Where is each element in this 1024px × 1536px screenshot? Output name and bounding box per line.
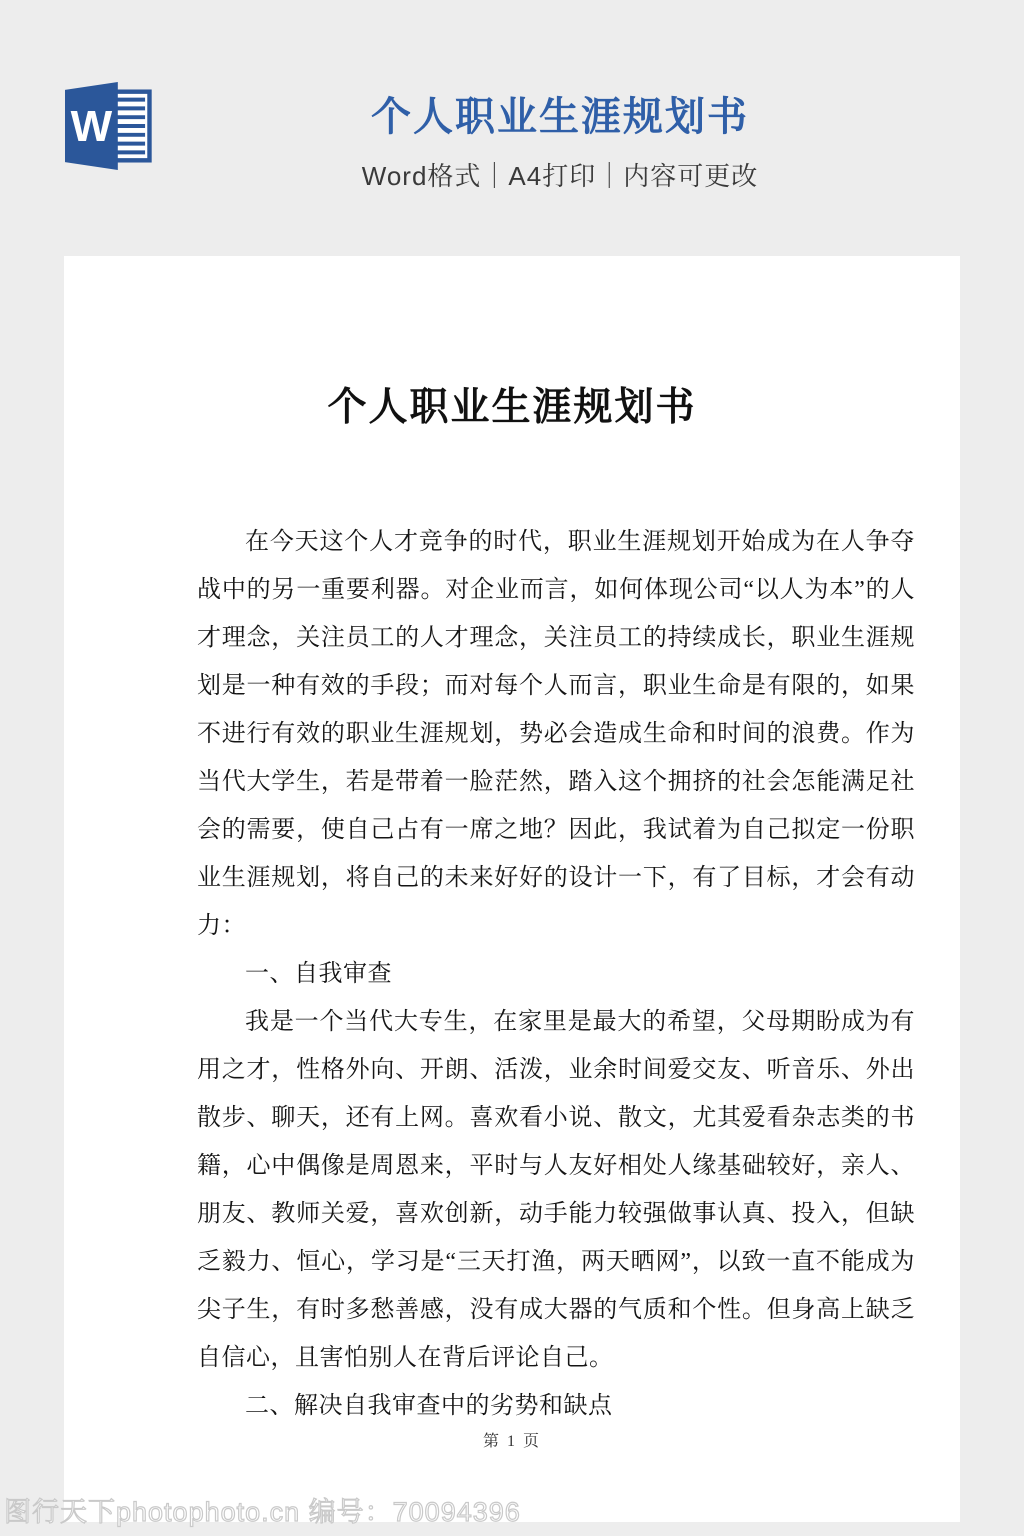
section-heading: 一、自我审查 xyxy=(245,961,392,987)
section-heading: 二、解决自我审查中的劣势和缺点 xyxy=(245,1393,613,1419)
header-text-block xyxy=(362,95,758,193)
word-icon xyxy=(65,82,153,170)
document-page xyxy=(64,256,960,1522)
header-banner xyxy=(0,0,1024,256)
template-title: 个人职业生涯规划书 xyxy=(370,95,749,139)
document-body xyxy=(197,518,915,1430)
template-subtitle: Word格式｜A4打印｜内容可更改 xyxy=(361,161,759,191)
body-paragraph: 我是一个当代大专生，在家里是最大的希望，父母期盼成为有用之才，性格外向、开朗、活泼，业余时间爱交友、听音乐、外出散步、聊天，还有上网。喜欢看小说、散文，尤其爱看杂志类的书籍，心中偶像是周恩来，平时与人友好相处人缘基础较好，亲人、朋友、教师关爱，喜欢创新，动手能力较强做事认真、投入，但缺乏毅力、恒心，学习是“三天打渔，两天晒网”，以致一直不能成为尖子生，有时多愁善感，没有成大器的气质和个性。但身高上缺乏自信心，且害怕别人在背后评论自己。 xyxy=(197,1009,915,1371)
document-title: 个人职业生涯规划书 xyxy=(327,386,697,429)
body-paragraph: 在今天这个人才竞争的时代，职业生涯规划开始成为在人争夺战中的另一重要利器。对企业而言，如何体现公司“以人为本”的人才理念，关注员工的人才理念，关注员工的持续成长，职业生涯规划是一种有效的手段；而对每个人而言，职业生命是有限的，如果不进行有效的职业生涯规划，势必会造成生命和时间的浪费。作为当代大学生，若是带着一脸茫然，踏入这个拥挤的社会怎能满足社会的需要，使自己占有一席之地？因此，我试着为自己拟定一份职业生涯规划，将自己的未来好好的设计一下，有了目标，才会有动力： xyxy=(197,529,915,939)
svg-text:W: W xyxy=(70,101,113,151)
page-number: 第 1 页 xyxy=(482,1433,541,1450)
watermark-text: 图行天下photophoto.cn 编号：70094396 xyxy=(4,1497,521,1527)
